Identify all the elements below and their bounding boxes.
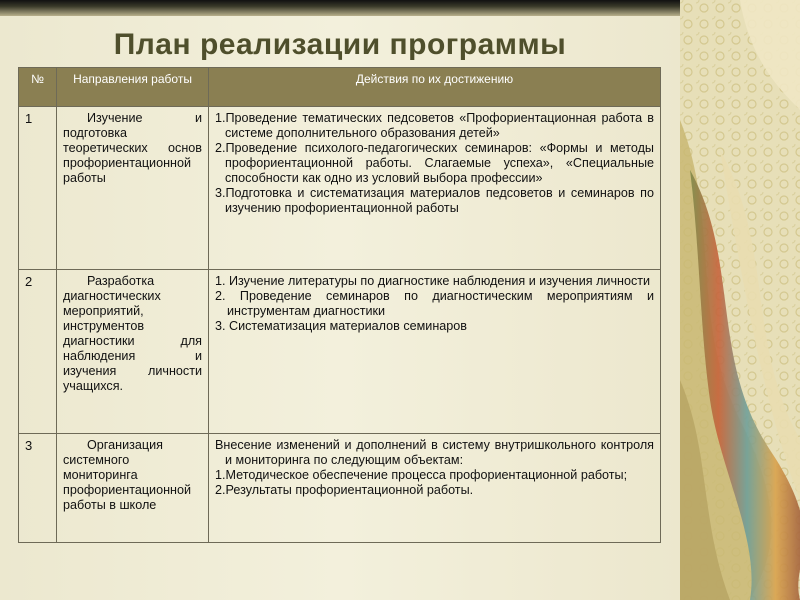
action-item: 1. Изучение литературы по диагностике наблюдения и изучения личности <box>215 274 651 288</box>
row-direction <box>57 107 209 270</box>
direction-text: Разработка диагностических мероприятий, инструментов диагностики для наблюдения и изучения личности учащихся. <box>63 274 202 393</box>
action-item: 2. Проведение семинаров по диагностическим мероприятиям и инструментам диагностики <box>215 289 654 318</box>
decorative-pattern-art <box>680 0 800 600</box>
plan-table <box>18 67 661 543</box>
table-row <box>19 434 661 543</box>
action-item: 2.Проведение психолого-педагогических семинаров: «Формы и методы профориентационной работы. Слагаемые успеха», «Специальные способности как одно из условий выбора профессии» <box>215 141 654 185</box>
action-item: 1.Методическое обеспечение процесса профориентационной работы; <box>215 468 628 482</box>
row-actions <box>209 107 661 270</box>
row-actions <box>209 434 661 543</box>
row-actions <box>209 270 661 434</box>
row-number: 3 <box>19 434 57 543</box>
row-direction <box>57 270 209 434</box>
direction-text: Изучение и подготовка теоретических основ профориентационной работы <box>63 111 202 185</box>
table-row <box>19 270 661 434</box>
row-number: 2 <box>19 270 57 434</box>
header-direction: Направления работы <box>57 68 209 107</box>
action-intro: Внесение изменений и дополнений в систему внутришкольного контроля и мониторинга по следующим объектам: <box>215 438 654 467</box>
decorative-side-panel <box>680 0 800 600</box>
direction-text: Организация системного мониторинга профориентационной работы в школе <box>63 438 192 512</box>
action-item: 2.Результаты профориентационной работы. <box>215 483 474 497</box>
action-item: 1.Проведение тематических педсоветов «Профориентационная работа в системе дополнительного образования детей» <box>215 111 654 140</box>
row-direction <box>57 434 209 543</box>
page-title: План реализации программы <box>113 28 567 61</box>
table-header-row <box>19 68 661 107</box>
table-row <box>19 107 661 270</box>
row-number: 1 <box>19 107 57 270</box>
action-item: 3.Подготовка и систематизация материалов педсоветов и семинаров по изучению профориентационной работы <box>215 186 654 215</box>
header-actions: Действия по их достижению <box>209 68 661 107</box>
action-item: 3. Систематизация материалов семинаров <box>215 319 467 333</box>
header-num: № <box>19 68 57 107</box>
